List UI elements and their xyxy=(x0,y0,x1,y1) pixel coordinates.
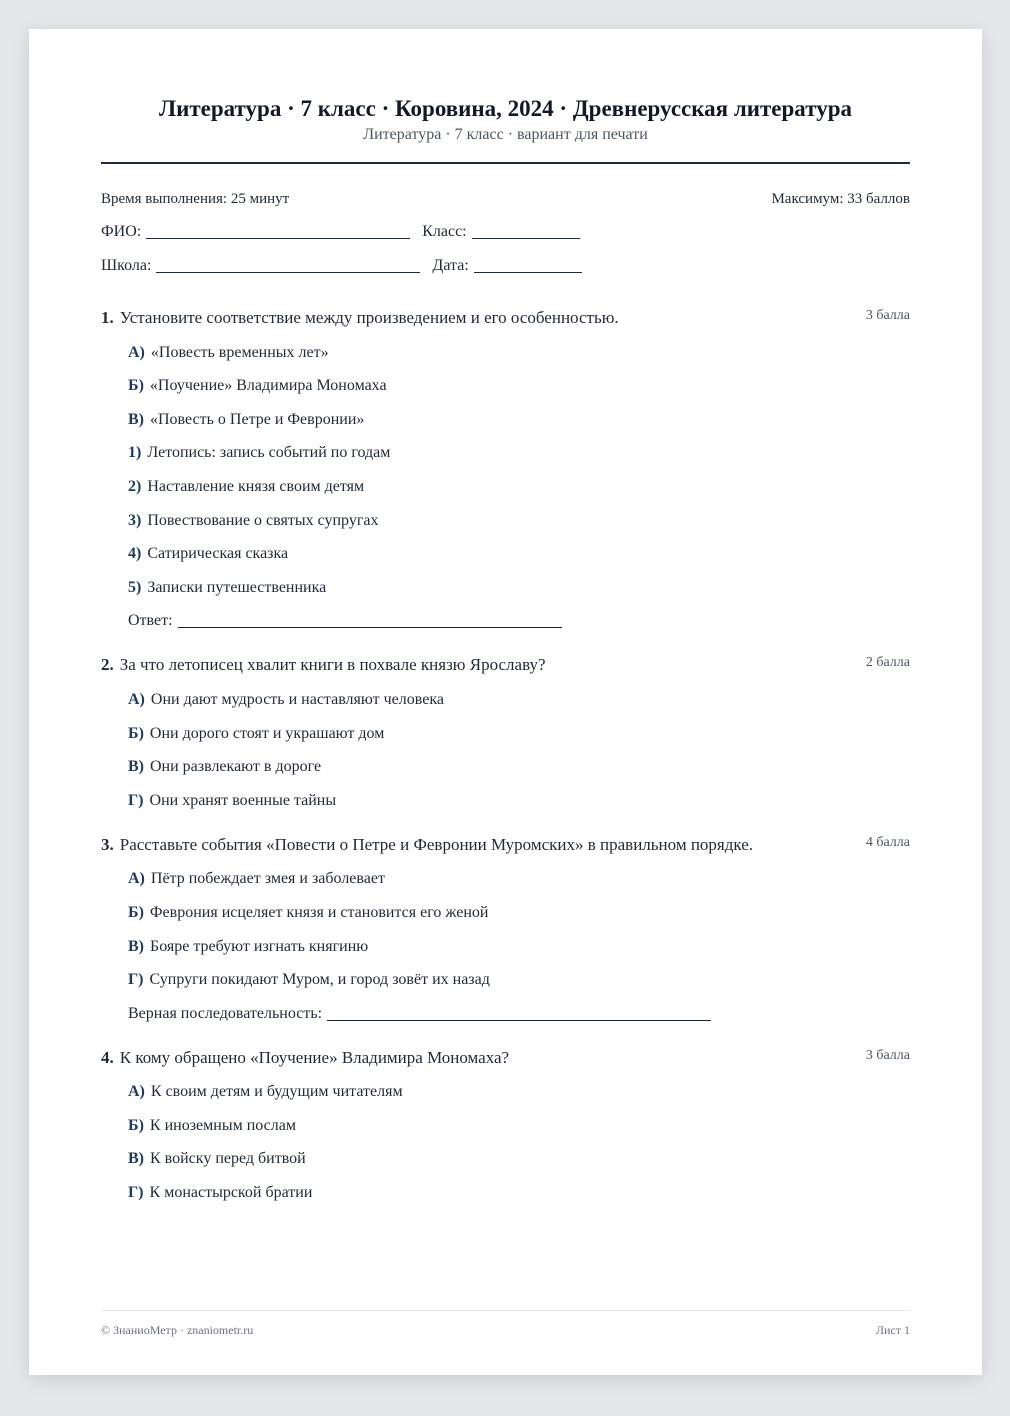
option-item xyxy=(101,1183,910,1203)
page-title: Литература · 7 класс · Коровина, 2024 · Древнерусская литература xyxy=(158,96,853,121)
option-item xyxy=(101,343,910,363)
question-prompt: К кому обращено «Поучение» Владимира Мономаха? xyxy=(119,1047,510,1067)
school-label: Школа: xyxy=(101,257,152,274)
option-letter: Г) xyxy=(128,791,144,809)
class-label: Класс: xyxy=(422,223,467,240)
option-letter: А) xyxy=(128,343,145,361)
option-text: Наставление князя своим детям xyxy=(147,477,365,495)
question-points: 4 балла xyxy=(865,834,910,850)
question-number: 3. xyxy=(101,834,114,854)
question-header xyxy=(101,307,910,329)
footer-sheet-number: Лист 1 xyxy=(875,1323,910,1337)
option-letter: А) xyxy=(128,870,145,888)
question-header xyxy=(101,834,910,856)
option-item xyxy=(101,970,910,990)
answer-blank xyxy=(178,614,562,628)
question-points: 3 балла xyxy=(865,308,910,323)
option-letter: А) xyxy=(128,690,145,708)
option-text: Повествование о святых супругах xyxy=(147,511,379,529)
class-blank xyxy=(472,225,580,239)
meta-row xyxy=(101,190,910,208)
max-score: Максимум: 33 баллов xyxy=(771,191,910,207)
option-letter: Б) xyxy=(128,377,144,395)
option-item xyxy=(101,578,910,598)
fio-label: ФИО: xyxy=(101,223,142,240)
answer-blank xyxy=(327,1007,711,1021)
question-text xyxy=(101,307,619,329)
page-footer xyxy=(101,1310,910,1338)
option-text: К монастырской братии xyxy=(149,1184,313,1202)
question-4 xyxy=(101,1047,910,1203)
option-letter: 2) xyxy=(128,477,142,495)
option-letter: Б) xyxy=(128,903,144,921)
option-letter: Б) xyxy=(128,1116,144,1134)
question-number: 2. xyxy=(101,655,114,675)
answer-label: Ответ: xyxy=(128,612,173,630)
question-text xyxy=(101,1047,509,1069)
question-prompt: За что летописец хвалит книги в похвале князю Ярославу? xyxy=(119,655,546,675)
option-item xyxy=(101,376,910,396)
worksheet-page xyxy=(29,29,982,1375)
question-3 xyxy=(101,834,910,1024)
option-item xyxy=(101,724,910,744)
question-prompt: Расставьте события «Повести о Петре и Февронии Муромских» в правильном порядке. xyxy=(119,834,754,854)
answer-label: Верная последовательность: xyxy=(128,1004,323,1022)
option-letter: 3) xyxy=(128,511,142,529)
option-letter: 1) xyxy=(128,444,142,462)
question-text xyxy=(101,654,546,676)
option-item xyxy=(101,477,910,497)
option-text: Сатирическая сказка xyxy=(147,545,289,563)
question-number: 1. xyxy=(101,308,114,327)
option-text: Они хранят военные тайны xyxy=(149,791,337,809)
option-item xyxy=(101,544,910,564)
option-item xyxy=(101,757,910,777)
option-text: Они развлекают в дороге xyxy=(150,758,322,776)
option-item xyxy=(101,791,910,811)
option-letter: В) xyxy=(128,937,144,955)
option-letter: В) xyxy=(128,758,144,776)
question-1 xyxy=(101,307,910,631)
option-item xyxy=(101,410,910,430)
date-blank xyxy=(474,259,582,273)
option-item xyxy=(101,937,910,957)
option-text: «Повесть о Петре и Февронии» xyxy=(150,410,365,428)
name-class-row xyxy=(101,222,910,242)
option-item xyxy=(101,690,910,710)
option-letter: Г) xyxy=(128,971,144,989)
question-2 xyxy=(101,654,910,810)
option-item xyxy=(101,511,910,531)
option-text: Пётр побеждает змея и заболевает xyxy=(150,870,385,888)
option-item xyxy=(101,1149,910,1169)
answer-row xyxy=(101,611,910,631)
option-letter: 4) xyxy=(128,545,142,563)
option-text: К войску перед битвой xyxy=(150,1150,306,1168)
option-letter: В) xyxy=(128,410,144,428)
question-header xyxy=(101,1047,910,1069)
answer-row xyxy=(101,1004,910,1024)
header-divider xyxy=(101,162,910,164)
page-subtitle: Литература · 7 класс · вариант для печати xyxy=(363,126,648,143)
option-text: Летопись: запись событий по годам xyxy=(147,444,391,462)
option-item xyxy=(101,1116,910,1136)
date-label: Дата: xyxy=(432,257,469,274)
option-letter: Г) xyxy=(128,1184,144,1202)
option-item xyxy=(101,443,910,463)
option-text: Феврония исцеляет князя и становится его женой xyxy=(149,903,489,921)
option-item xyxy=(101,903,910,923)
time-limit: Время выполнения: 25 минут xyxy=(101,191,290,207)
fio-blank xyxy=(146,225,410,239)
question-prompt: Установите соответствие между произведением и его особенностью. xyxy=(119,308,619,327)
question-header xyxy=(101,654,910,676)
option-text: К иноземным послам xyxy=(149,1116,296,1134)
school-date-row xyxy=(101,256,910,276)
question-text xyxy=(101,834,753,856)
option-item xyxy=(101,1082,910,1102)
option-item xyxy=(101,869,910,889)
question-number: 4. xyxy=(101,1047,114,1067)
option-text: Бояре требуют изгнать княгиню xyxy=(150,937,369,955)
option-text: К своим детям и будущим читателям xyxy=(150,1083,403,1101)
school-blank xyxy=(156,259,420,273)
option-letter: А) xyxy=(128,1083,145,1101)
option-text: Супруги покидают Муром, и город зовёт их назад xyxy=(149,971,490,989)
footer-copyright: © ЗнаниоМетр · znaniometr.ru xyxy=(101,1323,254,1337)
option-letter: 5) xyxy=(128,578,142,596)
option-text: «Поучение» Владимира Мономаха xyxy=(149,377,387,395)
option-text: Они дорого стоят и украшают дом xyxy=(149,724,385,742)
option-text: Записки путешественника xyxy=(147,578,327,596)
question-points: 3 балла xyxy=(865,1047,910,1063)
option-letter: Б) xyxy=(128,724,144,742)
question-points: 2 балла xyxy=(865,655,910,671)
option-text: Они дают мудрость и наставляют человека xyxy=(150,690,444,708)
option-text: «Повесть временных лет» xyxy=(150,343,329,361)
option-letter: В) xyxy=(128,1150,144,1168)
